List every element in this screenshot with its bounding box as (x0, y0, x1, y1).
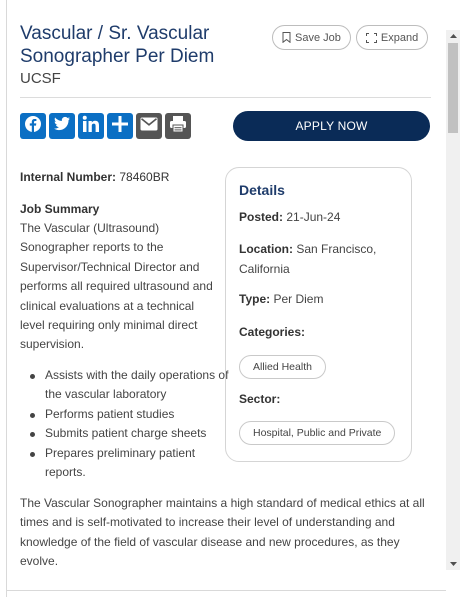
scrollbar-thumb[interactable] (448, 43, 458, 133)
sector-label: Sector: (239, 392, 281, 406)
list-item: Performs patient studies (45, 405, 230, 424)
category-tag[interactable]: Allied Health (239, 355, 326, 379)
type-row (239, 290, 401, 310)
company-name: UCSF (20, 70, 61, 87)
location-label: Location: (239, 242, 293, 256)
facebook-share-button[interactable] (20, 113, 46, 139)
list-item: Submits patient charge sheets (45, 424, 230, 443)
job-summary-text: The Vascular (Ultrasound) Sonographer reports to the Supervisor/Technical Director and performs all required ultrasound and clinical evaluations at a technical level requiring only minimal direct supervision. (20, 221, 213, 352)
job-title: Vascular / Sr. Vascular Sonographer Per Diem (20, 23, 215, 67)
location-value: San Francisco, California (239, 242, 377, 276)
list-item: Prepares preliminary patient reports. (45, 444, 230, 483)
email-icon (140, 117, 158, 136)
title-divider (20, 97, 431, 98)
expand-label: Expand (380, 31, 419, 44)
job-actions (272, 25, 428, 50)
twitter-share-button[interactable] (49, 113, 75, 139)
job-summary-heading: Job Summary (20, 202, 100, 216)
categories-label: Categories: (239, 325, 306, 339)
expand-button[interactable] (356, 25, 428, 50)
posted-value: 21-Jun-24 (286, 210, 341, 224)
job-description-paragraph: The Vascular Sonographer maintains a high standard of medical ethics at all times and is self-motivated to increase their level of understanding and knowledge of the field of vascular disease and new procedures, as they evolve. (20, 496, 425, 569)
location-row (239, 240, 401, 279)
share-buttons (20, 113, 191, 139)
internal-number-label: Internal Number: (20, 170, 117, 184)
print-button[interactable] (165, 113, 191, 139)
sector-tag[interactable]: Hospital, Public and Private (239, 421, 395, 445)
list-item: Assists with the daily operations of the vascular laboratory (45, 366, 230, 405)
internal-number-value: 78460BR (119, 170, 170, 184)
linkedin-share-button[interactable] (78, 113, 104, 139)
facebook-icon (24, 115, 42, 138)
save-job-label: Save Job (295, 31, 341, 44)
linkedin-icon (82, 115, 100, 138)
bookmark-icon (282, 32, 291, 43)
posted-row (239, 208, 401, 228)
panel-left-border (6, 0, 7, 597)
details-card (225, 167, 412, 462)
type-value: Per Diem (273, 292, 324, 306)
details-heading: Details (239, 182, 285, 198)
plus-icon (111, 115, 129, 138)
duties-list (45, 366, 230, 482)
type-label: Type: (239, 292, 271, 306)
scroll-up-arrow-icon[interactable] (446, 30, 460, 42)
panel-bottom-border (6, 590, 446, 591)
email-share-button[interactable] (136, 113, 162, 139)
save-job-button[interactable] (272, 25, 351, 50)
internal-number (20, 170, 169, 184)
print-icon (169, 115, 187, 138)
vertical-scrollbar[interactable] (446, 30, 460, 570)
more-share-button[interactable] (107, 113, 133, 139)
expand-icon (366, 33, 377, 43)
job-content (20, 22, 434, 569)
twitter-icon (53, 116, 71, 137)
scroll-down-arrow-icon[interactable] (446, 558, 460, 570)
apply-now-button[interactable]: APPLY NOW (233, 111, 430, 141)
posted-label: Posted: (239, 210, 284, 224)
